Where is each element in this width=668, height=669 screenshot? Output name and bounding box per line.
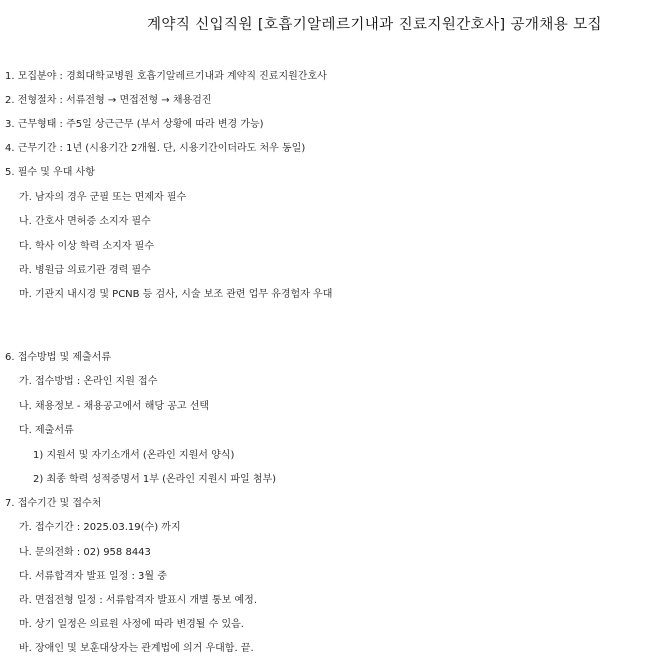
item-3-work-type: 3. 근무형태 : 주5일 상근근무 (부서 상황에 따라 변경 가능): [5, 119, 264, 130]
application-method: 가. 접수방법 : 온라인 지원 접수: [19, 376, 158, 387]
document-transcript: 2) 최종 학력 성적증명서 1부 (온라인 지원시 파일 첨부): [33, 474, 277, 485]
posting-title: 계약직 신입직원 [호흡기알레르기내과 진료지원간호사] 공개채용 모집: [147, 17, 602, 33]
documents-heading: 다. 제출서류: [19, 425, 74, 436]
document-application-form: 1) 지원서 및 자기소개서 (온라인 지원서 양식): [33, 450, 235, 461]
application-job-info: 나. 채용정보 - 채용공고에서 해당 공고 선택: [19, 401, 210, 412]
application-period: 가. 접수기간 : 2025.03.19(수) 까지: [19, 522, 181, 533]
requirement-nurse-license: 나. 간호사 면허증 소지자 필수: [19, 216, 151, 227]
document-result-schedule: 다. 서류합격자 발표 일정 : 3월 중: [19, 571, 167, 582]
item-5-requirements-heading: 5. 필수 및 우대 사항: [5, 167, 95, 178]
item-4-work-period: 4. 근무기간 : 1년 (시용기간 2개월. 단, 시용기간이더라도 처우 동일): [5, 143, 306, 154]
item-6-application-heading: 6. 접수방법 및 제출서류: [5, 352, 112, 363]
preference-experience: 마. 기관지 내시경 및 PCNB 등 검사, 시술 보조 관련 업무 유경험자 우대: [19, 289, 333, 300]
item-1-recruitment-field: 1. 모집분야 : 경희대학교병원 호흡기알레르기내과 계약직 진료지원간호사: [5, 71, 327, 82]
item-2-selection-process: 2. 전형절차 : 서류전형 → 면접전형 → 채용검진: [5, 95, 212, 106]
contact-phone: 나. 문의전화 : 02) 958 8443: [19, 547, 151, 558]
requirement-hospital-career: 라. 병원급 의료기관 경력 필수: [19, 265, 151, 276]
requirement-military: 가. 남자의 경우 군필 또는 면제자 필수: [19, 192, 187, 203]
preferential-treatment-note: 바. 장애인 및 보훈대상자는 관계법에 의거 우대함. 끝.: [19, 643, 254, 654]
interview-schedule: 라. 면접전형 일정 : 서류합격자 발표시 개별 통보 예정.: [19, 595, 258, 606]
item-7-period-heading: 7. 접수기간 및 접수처: [5, 498, 102, 509]
schedule-change-notice: 마. 상기 일정은 의료원 사정에 따라 변경될 수 있음.: [19, 619, 244, 630]
requirement-degree: 다. 학사 이상 학력 소지자 필수: [19, 241, 154, 252]
